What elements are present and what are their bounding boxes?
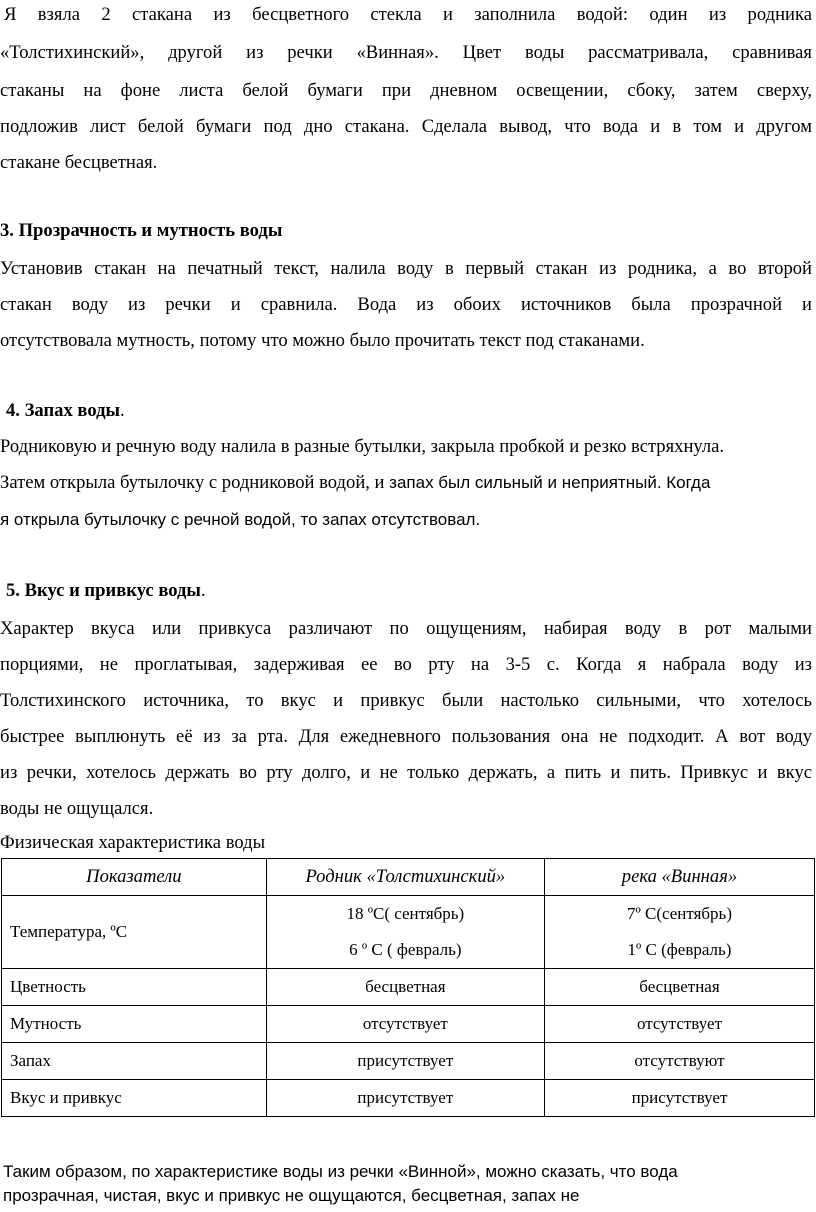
value-line: 18 ºС( сентябрь) bbox=[346, 904, 465, 923]
heading-period: . bbox=[200, 580, 206, 601]
text-segment: Затем открыла бутылочку с родниковой водой, и bbox=[0, 472, 390, 493]
row-label: Вкус и привкус bbox=[2, 1080, 267, 1117]
river-value: бесцветная bbox=[544, 969, 814, 1006]
text-line: отсутствовала мутность, потому что можно было прочитать текст под стаканами. bbox=[0, 330, 645, 351]
row-label: Запах bbox=[2, 1043, 267, 1080]
river-value: отсутствует bbox=[544, 1006, 814, 1043]
table-row bbox=[2, 1006, 815, 1043]
text-line: стакан воду из речки и сравнила. Вода из обоих источников была прозрачной и bbox=[0, 294, 812, 315]
spring-value: отсутствует bbox=[266, 1006, 544, 1043]
spring-value: бесцветная bbox=[266, 969, 544, 1006]
row-label: Цветность bbox=[2, 969, 267, 1006]
table-header-row bbox=[2, 859, 815, 896]
text-line: порциями, не проглатывая, задерживая ее во рту на 3-5 с. Когда я набрала воду из bbox=[0, 654, 812, 675]
text-line: Установив стакан на печатный текст, налила воду в первый стакан из родника, а во второй bbox=[0, 258, 812, 279]
spring-value: присутствует bbox=[266, 1080, 544, 1117]
text-line: Толстихинского источника, то вкус и привкус были настолько сильными, что хотелось bbox=[0, 690, 812, 711]
text-line: быстрее выплюнуть её из за рта. Для ежедневного пользования она не подходит. А вот воду bbox=[0, 726, 812, 747]
river-value: отсутствуют bbox=[544, 1043, 814, 1080]
table-row bbox=[2, 896, 815, 969]
spring-value: присутствует bbox=[266, 1043, 544, 1080]
column-header: река «Винная» bbox=[544, 859, 814, 896]
text-line: прозрачная, чистая, вкус и привкус не ощущаются, бесцветная, запах не bbox=[3, 1186, 580, 1205]
text-segment: запах был сильный и неприятный. Когда bbox=[389, 473, 711, 492]
text-line: подложив лист белой бумаги под дно стакана. Сделала вывод, что вода и в том и другом bbox=[0, 116, 812, 137]
section-heading: 3. Прозрачность и мутность воды bbox=[0, 220, 283, 241]
section-heading bbox=[6, 580, 206, 602]
value-line: 7º С(сентябрь) bbox=[626, 904, 732, 923]
row-label: Мутность bbox=[2, 1006, 267, 1043]
table-row bbox=[2, 969, 815, 1006]
heading-period: . bbox=[120, 400, 125, 421]
text-line: «Толстихинский», другой из речки «Винная». Цвет воды рассматривала, сравнивая bbox=[0, 42, 812, 63]
text-line: я открыла бутылочку с речной водой, то запах отсутствовал. bbox=[0, 510, 481, 529]
column-header: Показатели bbox=[2, 859, 267, 896]
section-heading bbox=[6, 400, 125, 422]
column-header: Родник «Толстихинский» bbox=[266, 859, 544, 896]
table-caption: Физическая характеристика воды bbox=[0, 832, 266, 853]
river-value bbox=[544, 896, 814, 969]
text-line: стакане бесцветная. bbox=[0, 152, 158, 173]
table-row bbox=[2, 1080, 815, 1117]
section-heading-text: 5. Вкус и привкус воды bbox=[6, 580, 201, 601]
text-line: Характер вкуса или привкуса различают по ощущениям, набирая воду в рот малыми bbox=[0, 618, 812, 639]
row-label: Температура, ºС bbox=[2, 896, 267, 969]
text-line: из речки, хотелось держать во рту долго, и не только держать, а пить и пить. Привкус и вкус bbox=[0, 762, 812, 783]
value-line: 6 º С ( февраль) bbox=[349, 940, 462, 959]
text-line: Таким образом, по характеристике воды из речки «Винной», можно сказать, что вода bbox=[3, 1162, 678, 1181]
text-line: Родниковую и речную воду налила в разные бутылки, закрыла пробкой и резко встряхнула. bbox=[0, 436, 725, 457]
text-line: стаканы на фоне листа белой бумаги при дневном освещении, сбоку, затем сверху, bbox=[0, 80, 812, 101]
table-row bbox=[2, 1043, 815, 1080]
section-heading-text: 4. Запах воды bbox=[6, 400, 121, 421]
text-line bbox=[0, 472, 710, 494]
value-line: 1º С (февраль) bbox=[627, 940, 732, 959]
spring-value bbox=[266, 896, 544, 969]
water-characteristics-table bbox=[1, 858, 815, 1117]
text-line: Я взяла 2 стакана из бесцветного стекла и заполнила водой: один из родника bbox=[4, 4, 812, 25]
text-line: воды не ощущался. bbox=[0, 798, 154, 819]
river-value: присутствует bbox=[544, 1080, 814, 1117]
